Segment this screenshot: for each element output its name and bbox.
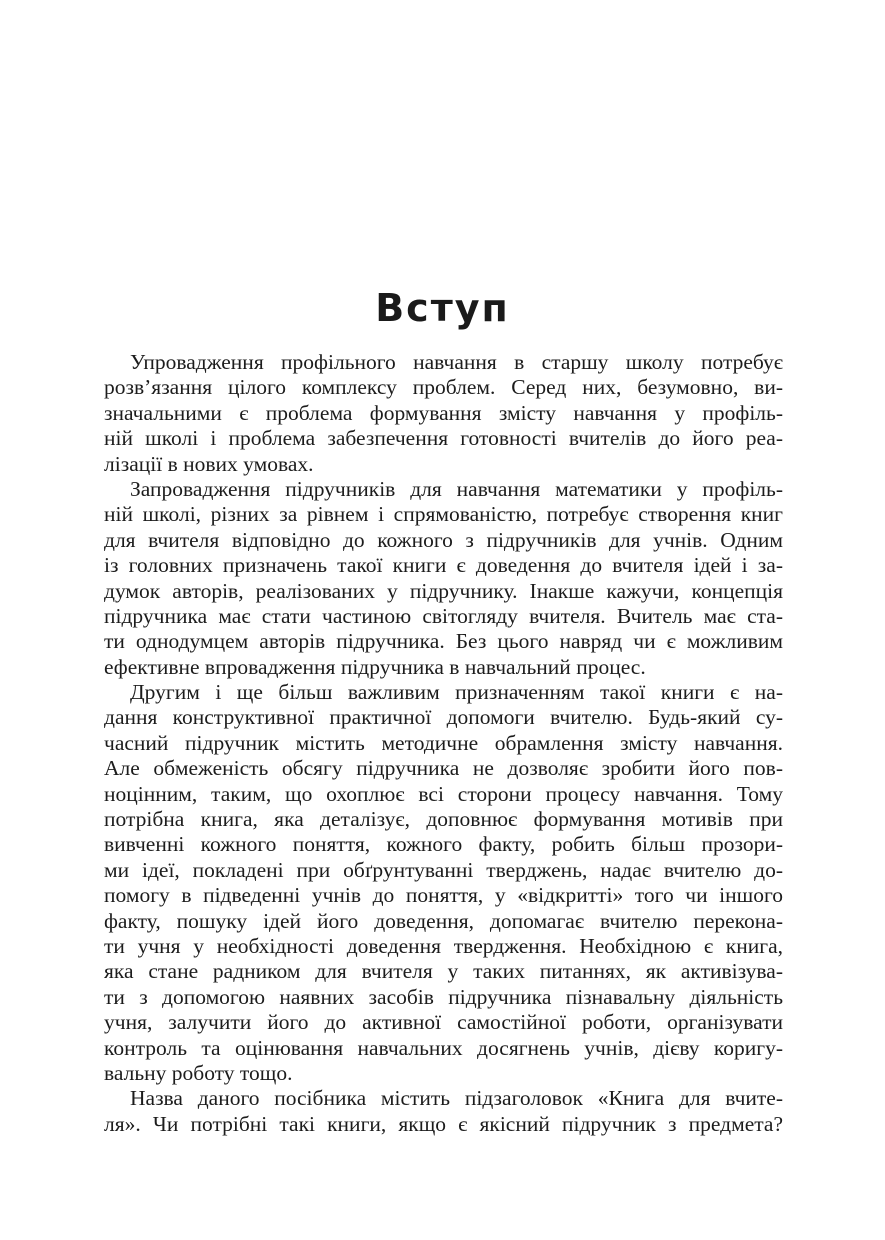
text-line: із головних призначень такої книги є доведення до вчителя ідей і за- (104, 553, 783, 578)
text-line: ноцінним, таким, що охоплює всі сторони процесу навчання. Тому (104, 781, 783, 806)
text-line: ти з допомогою наявних засобів підручника пізнавальну діяльність (104, 984, 783, 1009)
text-line: часний підручник містить методичне обрамлення змісту навчання. (104, 730, 783, 755)
text-line: ній школі і проблема забезпечення готовності вчителів до його реа- (104, 426, 783, 451)
text-line: ми ідеї, покладені при обґрунтуванні тверджень, надає вчителю до- (104, 857, 783, 882)
text-line: ля». Чи потрібні такі книги, якщо є якісний підручник з предмета? (104, 1111, 783, 1136)
text-line: Другим і ще більш важливим призначенням такої книги є на- (130, 680, 783, 705)
body-text (104, 350, 783, 1137)
text-line: розв’язання цілого комплексу проблем. Серед них, безумовно, ви- (104, 375, 783, 400)
text-line: для вчителя відповідно до кожного з підручників для учнів. Одним (104, 527, 783, 552)
text-line: вальну роботу тощо. (104, 1060, 293, 1085)
text-line: потрібна книга, яка деталізує, доповнює формування мотивів при (104, 807, 783, 832)
text-line: Але обмеженість обсягу підручника не дозволяє зробити його пов- (104, 756, 783, 781)
text-line: лізації в нових умовах. (104, 451, 314, 476)
text-line: вивченні кожного поняття, кожного факту, робить більш прозори- (104, 832, 783, 857)
text-line: думок авторів, реалізованих у підручнику. Інакше кажучи, концепція (104, 578, 783, 603)
text-line: Запровадження підручників для навчання математики у профіль- (130, 476, 783, 501)
text-line: контроль та оцінювання навчальних досягнень учнів, дієву коригу- (104, 1035, 783, 1060)
text-line: Назва даного посібника містить підзаголовок «Книга для вчите- (130, 1086, 783, 1111)
text-line: дання конструктивної практичної допомоги вчителю. Будь-який су- (104, 705, 783, 730)
text-line: ти учня у необхідності доведення твердження. Необхідною є книга, (104, 933, 783, 958)
text-line: факту, пошуку ідей його доведення, допомагає вчителю переконa- (104, 908, 783, 933)
text-line: ти однодумцем авторів підручника. Без цього навряд чи є можливим (104, 629, 783, 654)
text-line: Упровадження профільного навчання в старшу школу потребує (130, 350, 783, 374)
text-line: учня, залучити його до активної самостійної роботи, організувати (104, 1010, 783, 1035)
text-line: ефективне впровадження підручника в навчальний процес. (104, 654, 646, 679)
text-line: помогу в підведенні учнів до поняття, у «відкритті» того чи іншого (104, 883, 783, 908)
text-line: яка стане радником для вчителя у таких питаннях, як активізува- (104, 959, 783, 984)
text-line: ній школі, різних за рівнем і спрямованістю, потребує створення книг (104, 502, 783, 527)
text-line: значальними є проблема формування змісту навчання у профіль- (104, 400, 783, 425)
text-line: підручника має стати частиною світогляду вчителя. Вчитель має ста- (104, 603, 783, 628)
page-title: Вступ (375, 286, 510, 330)
